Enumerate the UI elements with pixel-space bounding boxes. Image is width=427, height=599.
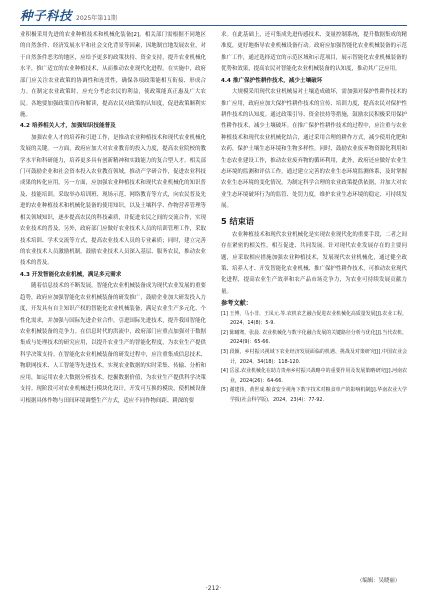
reference-item: [5] 谢建伟，黄世成.粮食安全视角下数字技术对粮食单产的影响机制[J].华南农业大学学报(社会科学版)，2024，23(4)：77-92. (221, 387, 407, 404)
section-heading-5: 5 结束语 (221, 215, 255, 226)
section-heading-4-2: 4.2 培养相关人才，加强知识技能普及 (20, 123, 116, 130)
reference-item: [1] 王博，马小非，王凤元.等.农机农艺融合促进农业机械化高质量发展[J].农业工程，2024，14(8)：5-9. (221, 310, 407, 327)
right-column (221, 30, 407, 406)
journal-logo: 种子科技 (20, 8, 73, 23)
reference-item: [2] 陈曦骞，张晨. 农业机械化与数字化融合发展的关键路径分析与优化[J].当代农机，2024(9)：65-66. (221, 329, 407, 346)
header-rule (20, 25, 407, 26)
section-heading-4-4: 4.4 推广保护性耕作技术，减少土壤破坏 (221, 77, 323, 84)
paragraph: 加强农业人才的培养和引进工作，是推动农业种植技术和现代农业机械化发展的关键。一方面，政府应加大对农业教育的投入力度，提高农业院校的教学水平和科研能力，培养更多具有创新精神和实践能力的复合型人才。相关部门可鼓励企业和社会资本投入农业教育领域，推动产学研合作，促进农业科技成果的转化应用。另一方面，应加强农业种植技术和现代农业机械化的知识普及、技能培训。采取举办培训班、现场示范、网络教育等方式，向农民普及先进的农业种植技术和机械化装备的使用知识，以及土壤科学、作物营养管理等相关领域知识，逐步提高农民的科技素质，并促进农民之间的交流合作，实现农业技术的普及。另外，政府部门应做好农业技术人员的培训管理工作，采取技术培训、学术交流等方式，提高农业技术人员的专业素质；同时，建立完善的农业技术人员激励机制，鼓励农业技术人员深入基层、服务农民，推动农业技术的普及。 (20, 134, 206, 267)
references-title: 参考文献： (221, 300, 252, 308)
journal-header (20, 7, 117, 23)
paragraph: 大规模采用现代农业机械易对土壤造成破坏，需加强对保护性耕作技术的推广应用，政府应加大保护性耕作技术的宣传、培训力度，提高农民对保护性耕作技术的认知度。通过政策引导、资金扶持等措施，鼓励农民积极采用保护性耕作技术，减少土壤破坏。在推广保护性耕作技术的过程中，应注重与农业种植技术和现代农业机械化结合，通过采用合理的耕作方式，减少使用化肥和农药，保护土壤生态环境和生物多样性。同时，鼓励农业废弃物资源化利用和生态农业建设工作，推动农业废弃物的循环利用，此外，政府还应做好农业生态环境的监测和评估工作，通过建立完善的农业生态环境监测体系，及时掌握农业生态环境的变化情况，为制定科学合理的农业政策提供依据，并加大对农业生态环境破坏行为的监管、处罚力度，维护农业生态环境的稳定、可持续发展。 (221, 89, 407, 210)
editor-credit: （编辑：吴晓丽） (357, 578, 401, 584)
reference-item: [3] 段颖，乡村振兴视域下农业经济发展面临的机遇、挑战及对策研究[J].中国农业会计，2024，34(18)：118-120. (221, 349, 407, 365)
reference-list (221, 310, 407, 406)
paragraph: 随着信息技术的不断发展，智能化农业机械装备成为现代农业发展的重要趋势，政府应加强智能化农业机械装备的研发推广，鼓励企业加大研发投入力度，开发具有自主知识产权的智能化农业机械装备，满足农业生产多元化、个性化需求，并加强与国际先进企业合作，引进国际先进技术，提升我国智能化农业机械装备的竞争力。在信息时代的洪流中，政府部门应重点加强对于数据集成与处理技术的研究应用，以提升农业生产的智能化程度，为农业生产提供科学决策支持。在智能化农业机械装备的研发过程中，应注重集成信息技术、物联网技术、人工智能等先进技术，实现农业数据的实时采集、传输、分析和应用，如运用农业大数据分析技术，挖掘数据价值，为农业生产提供科学决策支持。现阶段可对农业机械进行模块化设计，开发可互换的模块，使机械设备可根据具体作物与田间环境调整生产方式，适应不同作物间距、耕深的要 (20, 283, 206, 404)
paragraph: 农业种植技术和现代农业机械化是实现农业现代化的重要手段，二者之间存在紧密的相关性，相互促进、共同发展。针对现代农业发展存在的主要问题，应采取相应措施加强农业种植技术，发展现代农业机械化，通过健全政策、培养人才、开发智能化农业机械、推广保护性耕作技术，可推动农业现代化进程，提高农业生产效率和农产品市场竞争力，为农业可持续发展贡献力量。 (221, 231, 407, 295)
section-heading-4-3: 4.3 开发智能化农业机械，满足多元需求 (20, 271, 122, 278)
reference-item: [4] 岳泓.农业机械化在助力贵州乡村振兴战略中的重要作用及发展策略研究[J].河南农业，2024(26)：64-66. (221, 368, 407, 384)
paragraph: 业积极采用先进的农业种植技术和机械化装备[2]。相关部门需根据不同地区的自然条件、经济发展水平和社会文化背景等因素，因地制宜地发展农业，对于自然条件恶劣的地区，应给予更多的政策扶持、资金支持，提升农业机械化水平，推广适宜的农业种植技术，从而推动农业现代化进程。在实施中，政府部门应关注农业政策的协调性和连贯性，确保各项政策能相互衔接、形成合力。在制定农业政策时，应充分考虑农民的利益，使政策能真正惠及广大农民。各地要加强政策宣传和解读，提高农民对政策的认知度，促进政策顺利实施。 (20, 32, 206, 118)
page-number: ·212· (205, 585, 222, 592)
paragraph: 求。在此基础上，还可集成先进传感技术、变量控制系统，提升数据集成的精准度，更好地指导农业机械设备行动。政府应加强智能化农业机械装备的示范推广工作，通过选择适宜的示范区域和示范项目，展示智能化农业机械装备的优势和效果，提高农民对智能化农业机械装备的认知度，推动其广泛应用。 (221, 32, 407, 73)
left-column (20, 30, 206, 407)
issue-label: 2025年第11期 (76, 15, 117, 22)
